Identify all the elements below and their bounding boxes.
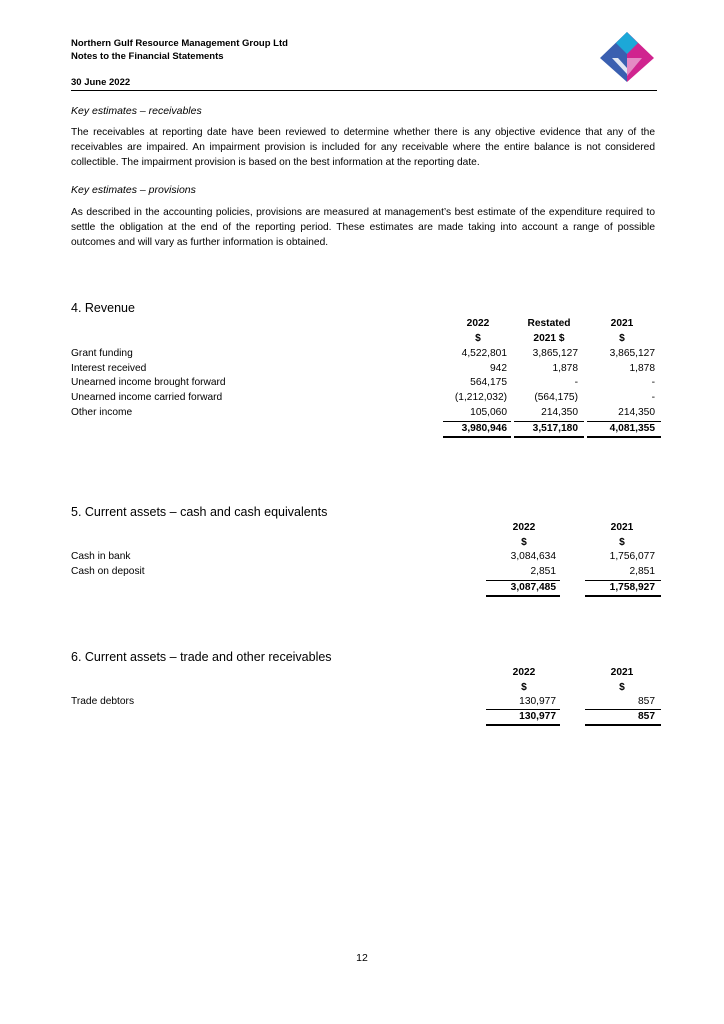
total-2022: 3,087,485 (510, 582, 556, 593)
subtotal-rule (514, 421, 584, 422)
subtotal-rule (587, 421, 661, 422)
row-label: Cash in bank (71, 551, 131, 562)
receivables-col-2021-unit: $ (619, 682, 625, 693)
value-2022: 105,060 (470, 407, 507, 418)
value-restated-2021: 3,865,127 (532, 348, 578, 359)
total-double-rule (443, 436, 511, 438)
revenue-col-restated-unit: 2021 $ (533, 333, 565, 344)
total-double-rule (486, 595, 560, 597)
row-label: Grant funding (71, 348, 133, 359)
row-label: Other income (71, 407, 133, 418)
row-label: Cash on deposit (71, 566, 145, 577)
receivables-col-2022-unit: $ (521, 682, 527, 693)
page-header (71, 37, 657, 63)
total-2021: 857 (638, 711, 655, 722)
total-2021: 4,081,355 (609, 423, 655, 434)
subtotal-rule (486, 580, 560, 581)
total-2022: 3,980,946 (461, 423, 507, 434)
value-2022: 564,175 (470, 377, 507, 388)
receivables-col-2022-header: 2022 (512, 667, 536, 678)
value-2022: 942 (490, 363, 507, 374)
receivables-section-title: 6. Current assets – trade and other receivables (71, 650, 332, 664)
total-2021: 1,758,927 (609, 582, 655, 593)
value-restated-2021: - (574, 377, 578, 388)
value-2022: 2,851 (530, 566, 556, 577)
page-number: 12 (356, 952, 368, 964)
cash-col-2022-header: 2022 (512, 522, 536, 533)
value-2021: 214,350 (618, 407, 655, 418)
value-2021: 857 (638, 696, 655, 707)
revenue-col-2022-unit: $ (475, 333, 481, 344)
cash-section-title: 5. Current assets – cash and cash equivalents (71, 505, 328, 519)
value-2021: - (651, 377, 655, 388)
revenue-col-2021-unit: $ (619, 333, 625, 344)
cash-col-2022-unit: $ (521, 537, 527, 548)
company-logo-icon (598, 30, 656, 84)
value-2022: (1,212,032) (454, 392, 507, 403)
total-double-rule (585, 595, 661, 597)
row-label: Interest received (71, 363, 147, 374)
cash-col-2021-header: 2021 (610, 522, 634, 533)
row-label: Unearned income carried forward (71, 392, 223, 403)
revenue-col-restated-header: Restated (527, 318, 571, 329)
value-2021: 1,756,077 (609, 551, 655, 562)
revenue-col-2021-header: 2021 (610, 318, 634, 329)
total-double-rule (585, 724, 661, 726)
total-2022: 130,977 (519, 711, 556, 722)
receivables-col-2021-header: 2021 (610, 667, 634, 678)
row-label: Unearned income brought forward (71, 377, 226, 388)
value-restated-2021: 214,350 (541, 407, 578, 418)
subtotal-rule (486, 709, 560, 710)
revenue-section-title: 4. Revenue (71, 301, 135, 315)
value-restated-2021: 1,878 (552, 363, 578, 374)
revenue-col-2022-header: 2022 (466, 318, 490, 329)
value-restated-2021: (564,175) (534, 392, 578, 403)
subtotal-rule (585, 709, 661, 710)
receivables-estimate-text: The receivables at reporting date have been reviewed to determine whether there is any objective evidence that any of the receivables are impaired. An impairment provision is included for any receivable where the entire balance is not considered collectible. The impairment provision is based on the best information at the reporting date. (71, 127, 655, 168)
receivables-estimate-heading: Key estimates – receivables (71, 105, 202, 117)
value-2021: - (651, 392, 655, 403)
subtotal-rule (443, 421, 511, 422)
total-restated-2021: 3,517,180 (532, 423, 578, 434)
value-2022: 130,977 (519, 696, 556, 707)
value-2022: 3,084,634 (510, 551, 556, 562)
row-label: Trade debtors (71, 696, 135, 707)
header-divider (71, 90, 657, 91)
total-double-rule (486, 724, 560, 726)
total-double-rule (514, 436, 584, 438)
value-2021: 2,851 (629, 566, 655, 577)
company-name: Northern Gulf Resource Management Group Ltd (71, 38, 288, 49)
cash-col-2021-unit: $ (619, 537, 625, 548)
value-2021: 1,878 (629, 363, 655, 374)
value-2021: 3,865,127 (609, 348, 655, 359)
document-subtitle: Notes to the Financial Statements (71, 51, 224, 62)
total-double-rule (587, 436, 661, 438)
provisions-estimate-text: As described in the accounting policies, provisions are measured at management’s best estimate of the expenditure required to settle the obligation at the end of the reporting period. These estimates are made taking into account a range of possible outcomes and will vary as further information is obtained. (71, 207, 655, 248)
value-2022: 4,522,801 (461, 348, 507, 359)
report-date: 30 June 2022 (71, 77, 131, 88)
provisions-estimate-heading: Key estimates – provisions (71, 184, 196, 196)
subtotal-rule (585, 580, 661, 581)
